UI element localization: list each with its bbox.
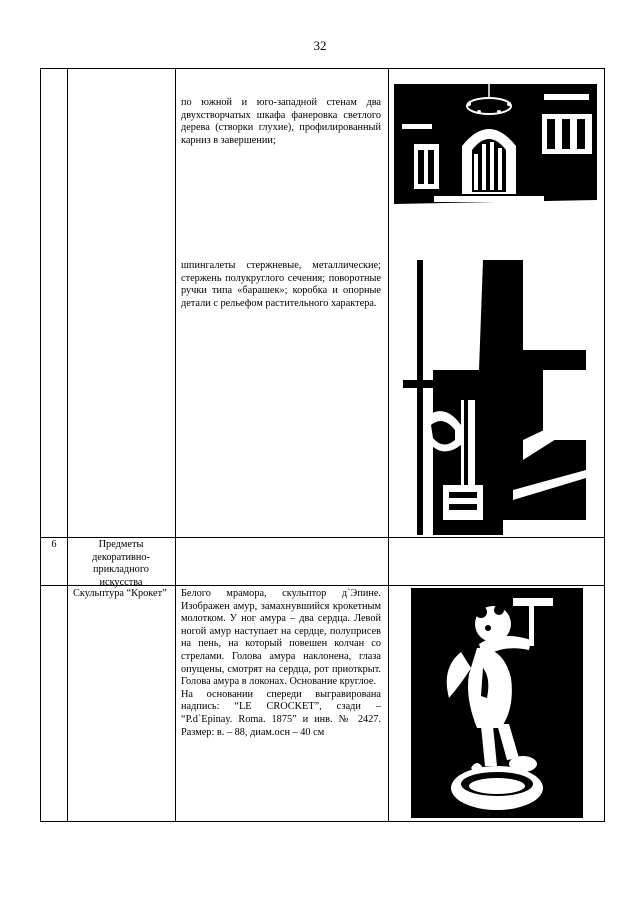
cupid-sculpture-photo	[411, 588, 583, 818]
row-divider	[41, 537, 604, 538]
window-latch-photo	[403, 260, 586, 535]
column-divider	[388, 69, 389, 821]
row-description: шпингалеты стержневые, металлические; стержень полукруглого сечения; поворотные ручки типа «барашек»; коробка и опорные детали с рельефом растительного характера.	[181, 260, 381, 309]
row-description	[181, 588, 381, 739]
description-main: Белого мрамора, скульптор д`Эпине. Изображен амур, замахнувшийся крокетным молотком. У ног амура – два сердца. Левой ногой амур наступает на сердце, полуприсев на пень, на который повешен колчан со стрелами. Голова амура наклонена, глаза опущены, смотрят на сердца, рот приоткрыт. Голова амура в локонах. Основание круглое.	[181, 588, 381, 688]
church-interior-chandelier-photo	[394, 84, 597, 219]
description-extra: На основании спереди выгравирована надпись: “LE CROCKET”, сзади – “P.d`Epinay. Roma. 1875” и инв. № 2427. Размер: в. – 88, диам.осн – 40 см	[181, 688, 381, 738]
page-number: 32	[313, 38, 327, 53]
section-title: Предметы декоративно-прикладного искусства	[92, 539, 150, 588]
column-divider	[175, 69, 176, 821]
item-name: Скульптура “Крокет”	[73, 588, 167, 599]
row-description: по южной и юго-западной стенам два двухстворчатых шкафа фанеровка светлого дерева (створки глухие), профилированный карниз в завершении;	[181, 97, 381, 146]
section-number: 6	[51, 539, 57, 550]
column-divider	[67, 69, 68, 821]
inventory-table	[40, 68, 605, 822]
